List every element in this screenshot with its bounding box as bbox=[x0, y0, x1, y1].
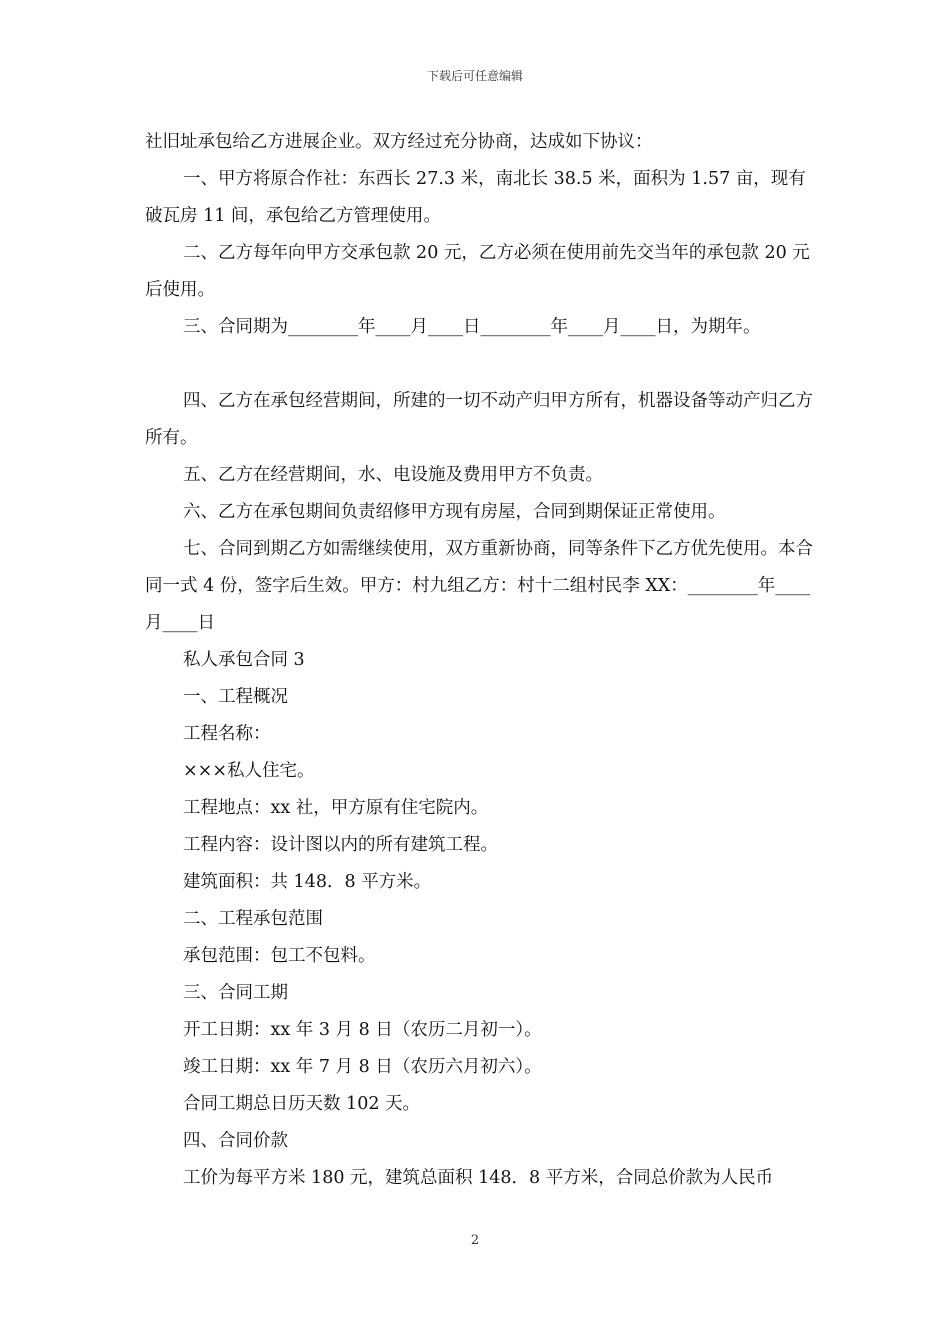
list-item: 承包范围：包工不包料。 bbox=[183, 946, 376, 966]
clause-6: 六、乙方在承包期间负责绍修甲方现有房屋，合同到期保证正常使用。 bbox=[183, 502, 726, 522]
contract-title: 私人承包合同 3 bbox=[183, 650, 305, 670]
section-heading: 二、工程承包范围 bbox=[183, 909, 323, 929]
paragraph-intro: 社旧址承包给乙方进展企业。双方经过充分协商，达成如下协议： bbox=[145, 132, 653, 152]
list-item: 工程名称： bbox=[183, 724, 271, 744]
clause-1: 一、甲方将原合作社：东西长 27.3 米，南北长 38.5 米，面积为 1.57 亩，现有破瓦房 11 间，承包给乙方管理使用。 bbox=[145, 169, 806, 226]
clause-4: 四、乙方在承包经营期间，所建的一切不动产归甲方所有，机器设备等动产归乙方所有。 bbox=[145, 391, 813, 448]
page-header: 下载后可任意编辑 bbox=[426, 69, 523, 83]
clause-5: 五、乙方在经营期间，水、电设施及费用甲方不负责。 bbox=[183, 465, 603, 485]
section-heading: 一、工程概况 bbox=[183, 687, 288, 707]
list-item: 工程地点：xx 社，甲方原有住宅院内。 bbox=[183, 798, 489, 818]
list-item: 竣工日期：xx 年 7 月 8 日（农历六月初六）。 bbox=[183, 1057, 542, 1077]
section-heading: 四、合同价款 bbox=[183, 1131, 288, 1151]
page-number: 2 bbox=[470, 1233, 480, 1248]
spacer bbox=[145, 346, 813, 383]
section-heading: 三、合同工期 bbox=[183, 983, 288, 1003]
list-item: 建筑面积：共 148．8 平方米。 bbox=[183, 872, 432, 892]
list-item: ×××私人住宅。 bbox=[183, 761, 315, 781]
document-body bbox=[145, 124, 813, 1197]
clause-7: 七、合同到期乙方如需继续使用，双方重新协商，同等条件下乙方优先使用。本合同一式 4 份，签字后生效。甲方：村九组乙方：村十二组村民李 XX：________年____月____日 bbox=[145, 539, 813, 633]
list-item: 工价为每平方米 180 元，建筑总面积 148．8 平方米，合同总价款为人民币 bbox=[183, 1168, 774, 1188]
clause-2: 二、乙方每年向甲方交承包款 20 元，乙方必须在使用前先交当年的承包款 20 元后使用。 bbox=[145, 243, 810, 300]
list-item: 合同工期总日历天数 102 天。 bbox=[183, 1094, 421, 1114]
clause-3: 三、合同期为________年____月____日________年____月____日，为期年。 bbox=[183, 317, 761, 337]
list-item: 工程内容：设计图以内的所有建筑工程。 bbox=[183, 835, 498, 855]
list-item: 开工日期：xx 年 3 月 8 日（农历二月初一）。 bbox=[183, 1020, 542, 1040]
